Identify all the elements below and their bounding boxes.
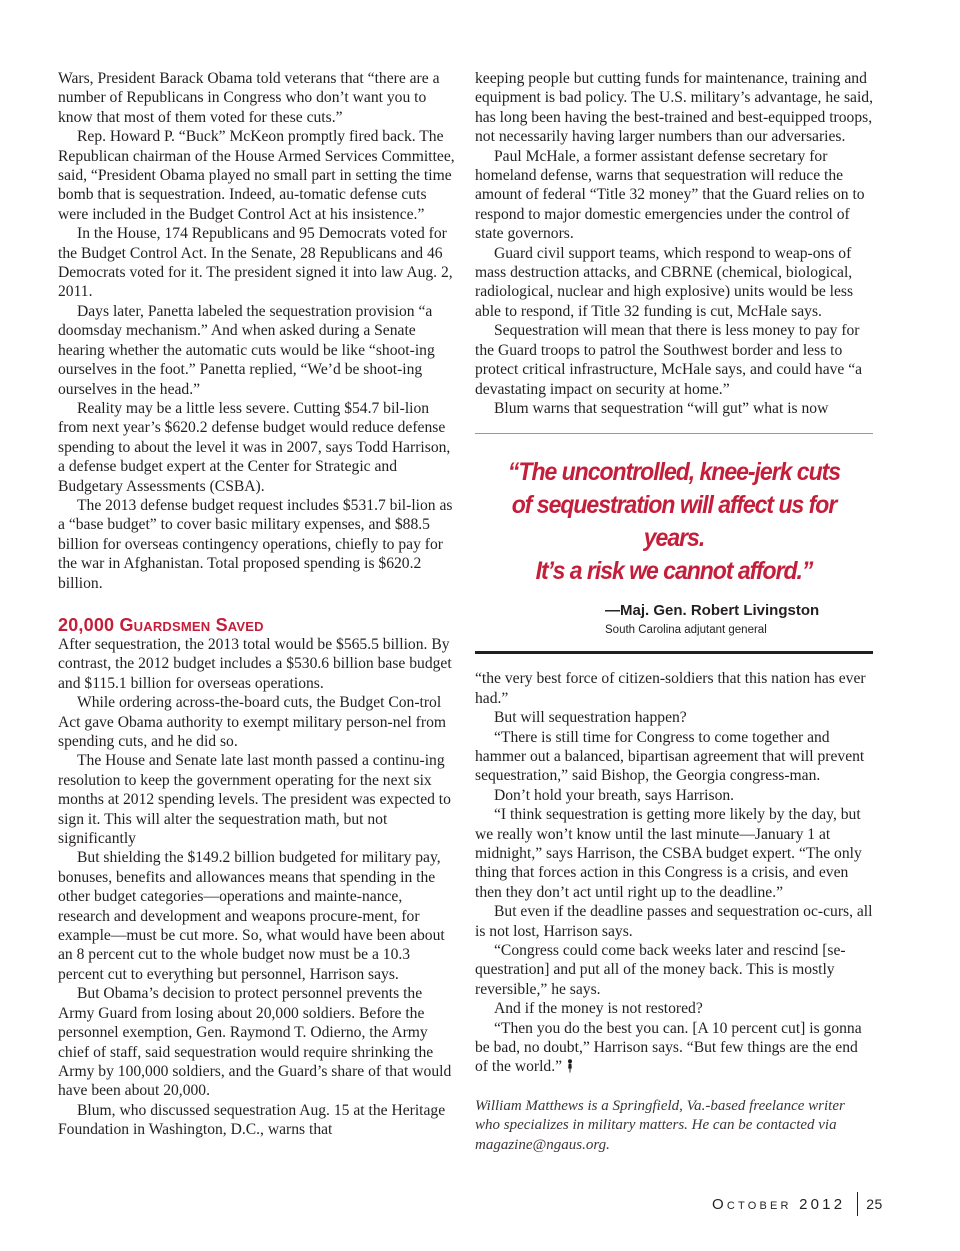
left-paragraphs-after <box>58 635 456 1140</box>
right-column <box>475 69 873 1155</box>
pullquote <box>475 434 873 651</box>
paragraph: But shielding the $149.2 billion budgeted for military pay, bonuses, benefits and allowances means that spending in the other budget categories—operations and mainte-nance, research and development and weapons procure-ment, for example—must be cut more. So, what would have been about an 8 percent cut to the whole budget now must be a 10.3 percent cut to everything but personnel, Harrison says. <box>58 849 445 983</box>
paragraph: “the very best force of citizen-soldiers that this nation has ever had.” <box>475 670 866 707</box>
page-number: 25 <box>866 1196 883 1212</box>
paragraph: In the House, 174 Republicans and 95 Democrats voted for the Budget Control Act. In the Senate, 28 Republicans and 46 Democrats voted for it. The president signed it into law Aug. 2, 2011. <box>58 225 453 301</box>
paragraph: keeping people but cutting funds for maintenance, training and equipment is bad policy. The U.S. military’s advantage, he said, has long been having the best-trained and best-equipped troops, not necessarily having larger numbers than our adversaries. <box>475 70 873 146</box>
paragraph: “There is still time for Congress to come together and hammer out a balanced, bipartisan agreement that will prevent sequestration,” said Bishop, the Georgia congress-man. <box>475 728 865 785</box>
pullquote-attribution: —Maj. Gen. Robert Livingston <box>605 602 820 620</box>
paragraph: Wars, President Barack Obama told veterans that “there are a number of Republicans in Congress who don’t want you to know that most of them voted for these cuts.” <box>58 70 440 126</box>
paragraph: Rep. Howard P. “Buck” McKeon promptly fired back. The Republican chairman of the House Armed Services Committee, said, “President Obama played no small part in setting the time bomb that is sequestration. Indeed, au-tomatic defense cuts were included in the Budget Control Act at his insistence.” <box>58 128 455 223</box>
pullquote-bottom-rule <box>475 651 873 654</box>
paragraph: The 2013 defense budget request includes $531.7 bil-lion as a “base budget” to cover basic military expenses, and $88.5 billion for overseas contingency operations, chiefly to pay for the war in Afghanistan. Total proposed spending is $620.2 billion. <box>58 496 453 592</box>
page-footer <box>712 1193 883 1215</box>
paragraph: “I think sequestration is getting more likely by the day, but we really won’t know until the last minute—January 1 at midnight,” says Harrison, the CSBA budget expert. “The only thing that forces action in this Congress is a crisis, and even then they don’t act until right up to the deadline.” <box>475 806 862 901</box>
paragraph: Paul McHale, a former assistant defense secretary for homeland defense, warns that sequestration will reduce the amount of federal “Title 32 money” that the Guard relies on to respond to major domestic emergencies under the control of state governors. <box>475 147 865 243</box>
paragraph: But will sequestration happen? <box>494 709 687 727</box>
paragraph: But even if the deadline passes and sequestration oc-curs, all is not lost, Harrison says. <box>475 903 873 940</box>
paragraph: Sequestration will mean that there is less money to pay for the Guard troops to patrol the Southwest border and less to protect critical infrastructure, McHale says, and could have “a devastating impact on security at home.” <box>475 322 863 398</box>
paragraph: And if the money is not restored? <box>494 1000 703 1018</box>
paragraph: While ordering across-the-board cuts, the Budget Con-trol Act gave Obama authority to exempt military person-nel from spending cuts, and he did so. <box>58 694 446 750</box>
paragraph: After sequestration, the 2013 total would be $565.5 billion. By contrast, the 2012 budget includes a $530.6 billion base budget and $115.1 billion for overseas operations. <box>58 635 452 692</box>
footer-month: October 2012 <box>712 1195 846 1213</box>
paragraph: Don’t hold your breath, says Harrison. <box>494 786 735 804</box>
paragraph: Blum, who discussed sequestration Aug. 15 at the Heritage Foundation in Washington, D.C., warns that <box>58 1101 446 1139</box>
left-paragraphs-before <box>58 69 456 593</box>
right-paragraphs-before <box>475 69 873 418</box>
paragraph: Reality may be a little less severe. Cutting $54.7 bil-lion from next year’s $620.2 defense budget would reduce defense spending to about the level it was in 2007, says Todd Harrison, a defense budget expert at the Center for Strategic and Budgetary Assessments (CSBA). <box>58 399 451 495</box>
footer-divider <box>857 1192 858 1216</box>
last-paragraph-text: “Then you do the best you can. [A 10 percent cut] is gonna be bad, no doubt,” Harrison says. “But few things are the end of the world.” <box>475 1019 862 1076</box>
right-paragraphs-after <box>475 669 873 1018</box>
pullquote-title: South Carolina adjutant general <box>605 624 767 637</box>
paragraph: Days later, Panetta labeled the sequestration provision “a doomsday mechanism.” And when asked during a Senate hearing whether the automatic cuts would be like “shoot-ing ourselves in the foot.” Panetta replied, “We’d be shoot-ing ourselves in the head.” <box>58 302 435 398</box>
pullquote-line-1: “The uncontrolled, knee-jerk cuts <box>507 458 841 487</box>
paragraph: But Obama’s decision to protect personnel prevents the Army Guard from losing about 20,000 soldiers. Before the personnel exemption, Gen. Raymond T. Odierno, the Army chief of staff, said sequestration would require shrinking the Army by 100,000 soldiers, and the Guard’s share of that would have been about 20,000. <box>58 985 452 1100</box>
author-bio: William Matthews is a Springfield, Va.-based freelance writer who specializes in military matters. He can be contacted via magazine@ngaus.org. <box>475 1097 845 1153</box>
paragraph: The House and Senate late last month passed a continu-ing resolution to keep the government operating for the next six months at 2012 spending levels. The president was expected to sign it. This will alter the sequestration math, but not significantly <box>58 752 451 848</box>
paragraph: Guard civil support teams, which respond to weap-ons of mass destruction attacks, and CBRNE (chemical, biological, radiological, nuclear and high explosive) units would be less able to respond, if Title 32 funding is cut, McHale says. <box>475 244 854 320</box>
paragraph: Blum warns that sequestration “will gut” what is now <box>494 399 829 417</box>
end-mark-icon <box>566 1059 574 1073</box>
left-column <box>58 69 456 1140</box>
last-paragraph <box>475 1019 873 1077</box>
pullquote-line-2: of sequestration will affect us for years. <box>511 491 837 553</box>
section-subhead: 20,000 Guardsmen Saved <box>58 614 264 635</box>
pullquote-line-3: It’s a risk we cannot afford.” <box>535 557 813 586</box>
paragraph: “Congress could come back weeks later and rescind [se-questration] and put all of the money back. This is mostly reversible,” he says. <box>475 942 846 998</box>
